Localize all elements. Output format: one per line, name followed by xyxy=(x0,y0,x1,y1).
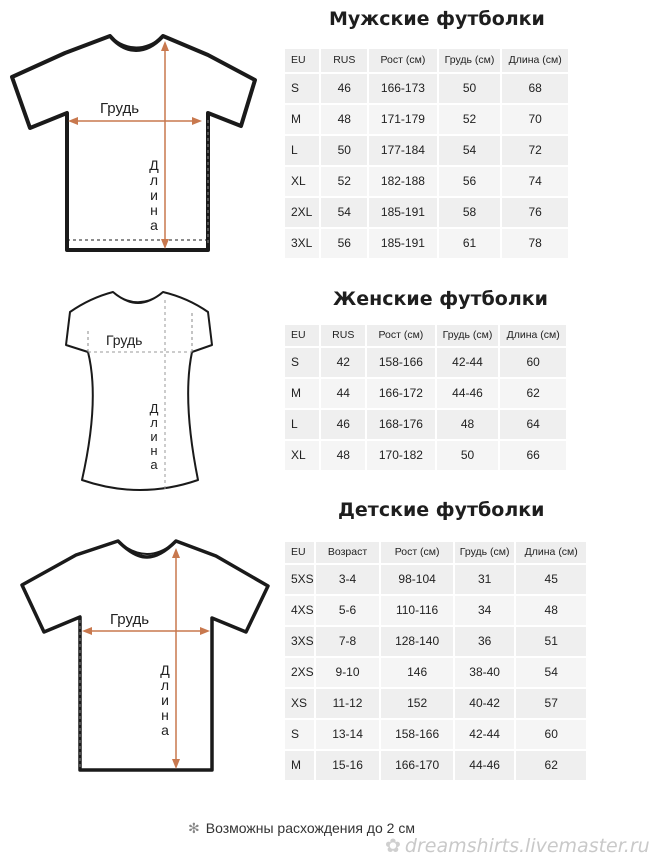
table-cell: 56 xyxy=(438,166,502,197)
table-row xyxy=(285,73,570,104)
table-cell: 45 xyxy=(515,564,587,595)
table-cell: S xyxy=(285,719,315,750)
table-cell: 13-14 xyxy=(315,719,381,750)
table-cell: 177-184 xyxy=(368,135,438,166)
table-cell: 62 xyxy=(499,378,567,409)
table-header-row xyxy=(285,49,570,73)
header-cell: EU xyxy=(285,49,321,73)
table-cell: 2XS xyxy=(285,657,315,688)
header-cell: EU xyxy=(285,325,321,347)
table-cell: 68 xyxy=(501,73,569,104)
table-cell: 168-176 xyxy=(366,409,436,440)
table-row xyxy=(285,595,588,626)
table-cell: 158-166 xyxy=(380,719,453,750)
table-cell: 50 xyxy=(320,135,368,166)
table-cell: 54 xyxy=(438,135,502,166)
livemaster-logo-icon: ✿ xyxy=(385,835,401,857)
table-row xyxy=(285,440,568,471)
table-cell: XS xyxy=(285,688,315,719)
header-cell: Возраст xyxy=(315,542,381,564)
men-size-table xyxy=(284,48,570,260)
table-cell: 46 xyxy=(320,409,366,440)
table-cell: 166-172 xyxy=(366,378,436,409)
table-cell: 58 xyxy=(438,197,502,228)
table-cell: 2XL xyxy=(285,197,321,228)
table-cell: XL xyxy=(285,166,321,197)
table-cell: 48 xyxy=(320,104,368,135)
header-cell: Длина (см) xyxy=(515,542,587,564)
table-cell: 61 xyxy=(438,228,502,259)
table-row xyxy=(285,750,588,781)
kids-section-title: Детские футболки xyxy=(338,499,545,521)
table-cell: 42 xyxy=(320,347,366,378)
asterisk-icon: ✻ xyxy=(188,820,200,836)
table-cell: 42-44 xyxy=(454,719,516,750)
table-row xyxy=(285,719,588,750)
header-cell: RUS xyxy=(320,325,366,347)
table-cell: 52 xyxy=(320,166,368,197)
table-cell: XL xyxy=(285,440,321,471)
table-cell: M xyxy=(285,378,321,409)
footer-note xyxy=(188,820,415,837)
table-row xyxy=(285,564,588,595)
table-cell: 44-46 xyxy=(436,378,500,409)
table-cell: 128-140 xyxy=(380,626,453,657)
table-cell: 52 xyxy=(438,104,502,135)
table-cell: 44 xyxy=(320,378,366,409)
table-cell: 38-40 xyxy=(454,657,516,688)
kids-chest-label: Грудь xyxy=(110,611,150,628)
table-cell: 48 xyxy=(515,595,587,626)
table-cell: 98-104 xyxy=(380,564,453,595)
women-size-table xyxy=(284,324,568,472)
table-cell: 51 xyxy=(515,626,587,657)
table-cell: 9-10 xyxy=(315,657,381,688)
men-chest-label: Грудь xyxy=(100,100,140,117)
table-row xyxy=(285,378,568,409)
header-cell: Рост (см) xyxy=(368,49,438,73)
table-row xyxy=(285,347,568,378)
table-cell: 57 xyxy=(515,688,587,719)
table-cell: S xyxy=(285,73,321,104)
table-cell: 36 xyxy=(454,626,516,657)
table-cell: L xyxy=(285,135,321,166)
table-cell: 152 xyxy=(380,688,453,719)
table-cell: 66 xyxy=(499,440,567,471)
header-cell: Грудь (см) xyxy=(454,542,516,564)
table-header-row xyxy=(285,325,568,347)
table-cell: 185-191 xyxy=(368,197,438,228)
table-cell: 182-188 xyxy=(368,166,438,197)
table-cell: 54 xyxy=(320,197,368,228)
table-cell: 76 xyxy=(501,197,569,228)
table-cell: 34 xyxy=(454,595,516,626)
table-cell: M xyxy=(285,104,321,135)
table-cell: 70 xyxy=(501,104,569,135)
table-cell: 46 xyxy=(320,73,368,104)
table-cell: 5XS xyxy=(285,564,315,595)
header-cell: Грудь (см) xyxy=(438,49,502,73)
table-row xyxy=(285,166,570,197)
table-cell: 158-166 xyxy=(366,347,436,378)
kids-size-table xyxy=(284,541,588,782)
table-row xyxy=(285,135,570,166)
table-cell: 146 xyxy=(380,657,453,688)
women-section-title: Женские футболки xyxy=(333,288,548,310)
watermark-text: dreamshirts.livemaster.ru xyxy=(404,835,650,857)
table-cell: 7-8 xyxy=(315,626,381,657)
table-cell: 72 xyxy=(501,135,569,166)
footer-note-text: Возможны расхождения до 2 см xyxy=(205,820,415,836)
women-length-label: Д л и н а xyxy=(149,401,159,472)
header-cell: Рост (см) xyxy=(380,542,453,564)
header-cell: EU xyxy=(285,542,315,564)
table-row xyxy=(285,626,588,657)
women-chest-label: Грудь xyxy=(106,332,143,348)
table-cell: 15-16 xyxy=(315,750,381,781)
table-row xyxy=(285,104,570,135)
table-cell: 110-116 xyxy=(380,595,453,626)
kids-tshirt-outline xyxy=(22,541,268,770)
table-cell: 62 xyxy=(515,750,587,781)
table-cell: 170-182 xyxy=(366,440,436,471)
table-row xyxy=(285,688,588,719)
table-cell: 48 xyxy=(320,440,366,471)
header-cell: RUS xyxy=(320,49,368,73)
table-row xyxy=(285,228,570,259)
table-cell: 56 xyxy=(320,228,368,259)
table-cell: 166-170 xyxy=(380,750,453,781)
table-cell: 74 xyxy=(501,166,569,197)
table-cell: 3XS xyxy=(285,626,315,657)
table-cell: 64 xyxy=(499,409,567,440)
table-cell: S xyxy=(285,347,321,378)
table-row xyxy=(285,657,588,688)
watermark xyxy=(385,835,650,857)
table-cell: 166-173 xyxy=(368,73,438,104)
table-cell: 42-44 xyxy=(436,347,500,378)
table-cell: 78 xyxy=(501,228,569,259)
header-cell: Длина (см) xyxy=(499,325,567,347)
table-cell: 60 xyxy=(499,347,567,378)
header-cell: Длина (см) xyxy=(501,49,569,73)
table-cell: 60 xyxy=(515,719,587,750)
table-cell: 11-12 xyxy=(315,688,381,719)
table-cell: 3XL xyxy=(285,228,321,259)
table-cell: 5-6 xyxy=(315,595,381,626)
table-cell: 54 xyxy=(515,657,587,688)
table-cell: 40-42 xyxy=(454,688,516,719)
table-cell: M xyxy=(285,750,315,781)
table-cell: 50 xyxy=(438,73,502,104)
header-cell: Грудь (см) xyxy=(436,325,500,347)
table-header-row xyxy=(285,542,588,564)
table-cell: 185-191 xyxy=(368,228,438,259)
table-row xyxy=(285,409,568,440)
men-length-label: Д л и н а xyxy=(149,157,159,233)
kids-tshirt-diagram xyxy=(0,0,270,780)
kids-length-label: Д л и н а xyxy=(160,662,170,738)
table-cell: 31 xyxy=(454,564,516,595)
table-row xyxy=(285,197,570,228)
table-cell: L xyxy=(285,409,321,440)
table-cell: 3-4 xyxy=(315,564,381,595)
men-section-title: Мужские футболки xyxy=(329,8,545,30)
table-cell: 4XS xyxy=(285,595,315,626)
header-cell: Рост (см) xyxy=(366,325,436,347)
table-cell: 171-179 xyxy=(368,104,438,135)
table-cell: 44-46 xyxy=(454,750,516,781)
table-cell: 50 xyxy=(436,440,500,471)
table-cell: 48 xyxy=(436,409,500,440)
